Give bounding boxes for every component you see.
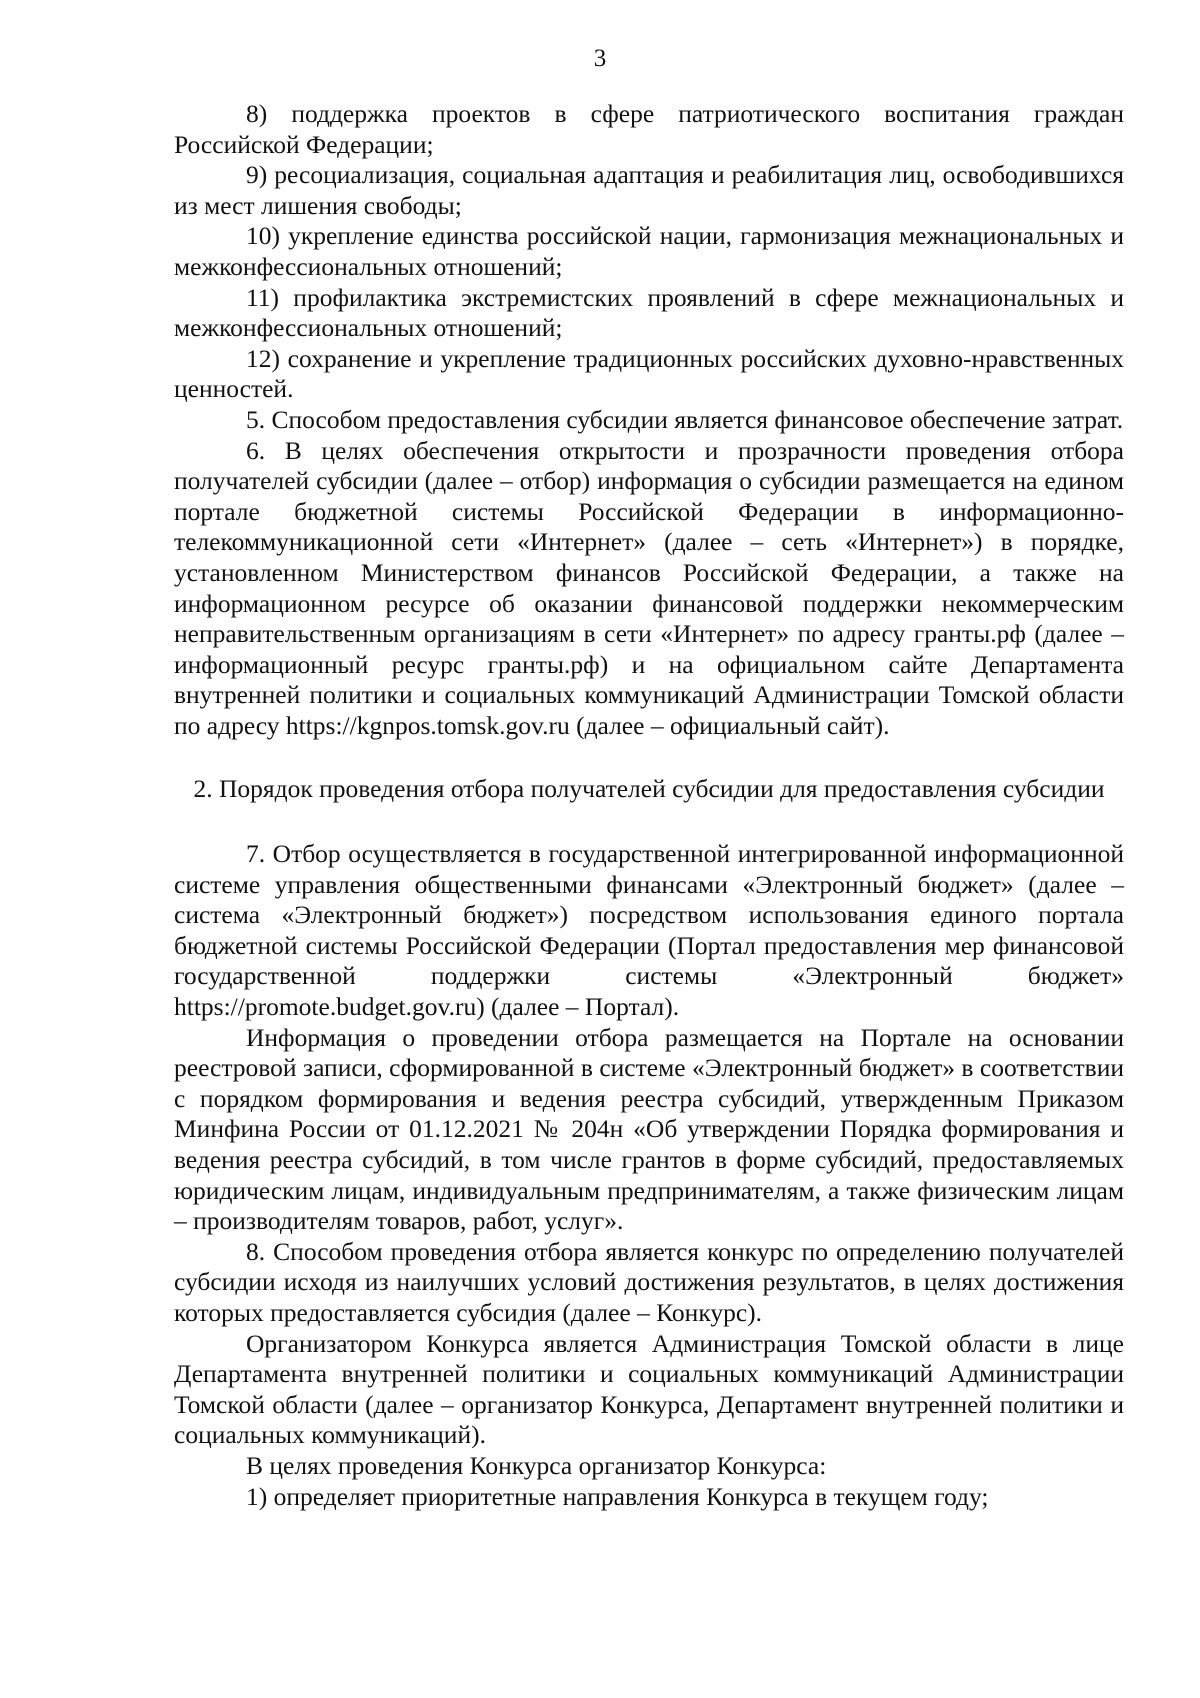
clause-7: 7. Отбор осуществляется в государственной интегрированной информационной системе управления общественными финансами «Электронный бюджет» (далее – система «Электронный бюджет») посредством использования единого портала бюджетной системы Российской Федерации (Портал предоставления мер финансовой государственной поддержки системы «Электронный бюджет» https://promote.budget.gov.ru) (далее – Портал).: [174, 839, 1124, 1022]
page-number: 3: [593, 45, 607, 72]
list-item-9: 9) ресоциализация, социальная адаптация и реабилитация лиц, освободившихся из мест лишения свободы;: [174, 160, 1124, 220]
clause-6: 6. В целях обеспечения открытости и прозрачности проведения отбора получателей субсидии (далее – отбор) информация о субсидии размещается на едином портале бюджетной системы Российской Федерации в информационно-телекоммуникационной сети «Интернет» (далее – сеть «Интернет») в порядке, установленном Министерством финансов Российской Федерации, а также на информационном ресурсе об оказании финансовой поддержки некоммерческим неправительственным организациям в сети «Интернет» по адресу гранты.рф (далее – информационный ресурс гранты.рф) и на официальном сайте Департамента внутренней политики и социальных коммуникаций Администрации Томской области по адресу https://kgnpos.tomsk.gov.ru (далее – официальный сайт).: [174, 435, 1124, 740]
list-item-11: 11) профилактика экстремистских проявлений в сфере межнациональных и межконфессиональных отношений;: [174, 282, 1124, 343]
document-body: [174, 99, 1124, 1512]
section-heading: 2. Порядок проведения отбора получателей субсидии для предоставления субсидии: [193, 774, 1105, 804]
list-item-8: 8) поддержка проектов в сфере патриотического воспитания граждан Российской Федерации;: [174, 99, 1124, 159]
clause-5: 5. Способом предоставления субсидии является финансовое обеспечение затрат.: [246, 404, 1124, 434]
organizer-paragraph: Организатором Конкурса является Администрация Томской области в лице Департамента внутренней политики и социальных коммуникаций Администрации Томской области (далее – организатор Конкурса, Департамент внутренней политики и социальных коммуникаций).: [174, 1328, 1124, 1450]
clause-8: 8. Способом проведения отбора является конкурс по определению получателей субсидии исходя из наилучших условий достижения результатов, в целях достижения которых предоставляется субсидия (далее – Конкурс).: [174, 1236, 1124, 1327]
organizer-duties-intro: В целях проведения Конкурса организатор Конкурса:: [246, 1450, 827, 1480]
organizer-duty-1: 1) определяет приоритетные направления Конкурса в текущем году;: [246, 1481, 989, 1511]
list-item-10: 10) укрепление единства российской нации, гармонизация межнациональных и межконфессиональных отношений;: [174, 221, 1124, 281]
list-item-12: 12) сохранение и укрепление традиционных российских духовно-нравственных ценностей.: [174, 343, 1124, 404]
clause-7-information-paragraph: Информация о проведении отбора размещается на Портале на основании реестровой записи, сформированной в системе «Электронный бюджет» в соответствии с порядком формирования и ведения реестра субсидий, утвержденным Приказом Минфина России от 01.12.2021 № 204н «Об утверждении Порядка формирования и ведения реестра субсидий, в том числе грантов в форме субсидий, предоставляемых юридическим лицам, индивидуальным предпринимателям, а также физическим лицам – производителям товаров, работ, услуг».: [174, 1022, 1124, 1236]
